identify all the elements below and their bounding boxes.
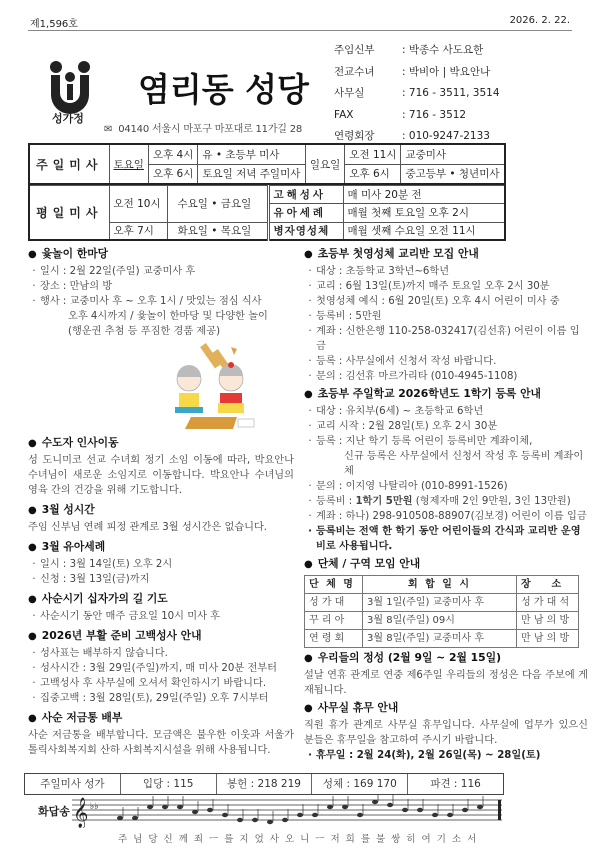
- mass-days: 수요일 • 금요일: [167, 186, 268, 223]
- mass-schedule: [28, 143, 506, 241]
- list-item: · 문의 : 이지영 나탈리아 (010-8991-1526): [304, 479, 588, 494]
- note: [432, 813, 438, 817]
- hymn-label: 주일미사 성가: [25, 774, 121, 794]
- section-text: 직원 휴가 관계로 사무실 휴무입니다. 사무실에 업무가 있으신 분들은 휴무일을 참고하여 주시기 바랍니다.: [304, 720, 588, 746]
- info-value: 010-9247-2133: [408, 130, 490, 143]
- note: [117, 816, 123, 820]
- table-row: [305, 594, 579, 612]
- list-item: · 등록 : 사무실에서 신청서 작성 바랍니다.: [304, 354, 588, 369]
- info-value: 박종수 사도요한: [408, 44, 484, 56]
- sacrament-time: 매월 첫째 토요일 오후 2시: [343, 204, 505, 222]
- key-signature-flats-icon: ♭♭: [90, 802, 99, 812]
- envelope-icon: ✉: [104, 124, 113, 135]
- nun-section: [28, 435, 294, 498]
- list-item: · 등록 : 지난 학기 등록 어린이 등록비만 계좌이체,: [304, 434, 588, 449]
- info-key: 전교수녀: [334, 65, 375, 78]
- cell: 꾸 리 아: [305, 612, 363, 630]
- section-title: ● 사무실 휴무 안내: [304, 700, 588, 716]
- note: [192, 810, 198, 814]
- sacrament-label: 고해성사: [268, 186, 343, 204]
- fee-detail: (형제자매 2인 9만원, 3인 13만원): [412, 496, 571, 507]
- mass-desc: 교중미사: [401, 144, 505, 164]
- address: [104, 120, 302, 135]
- note: [222, 813, 228, 817]
- col-header: 회 합 일 시: [363, 576, 517, 594]
- section-title: ● 3월 유아세례: [28, 539, 294, 555]
- note: [282, 818, 288, 822]
- note: [297, 813, 303, 817]
- responsorial-psalm-label: 화답송: [38, 805, 70, 818]
- note: [357, 813, 363, 817]
- list-continuation: 오후 4시까지 / 윷놀이 한마당 및 다양한 놀이: [68, 311, 268, 322]
- info-value: 박비아 | 박요안나: [408, 65, 491, 78]
- note: [477, 805, 483, 809]
- issue-number: 제1,596호: [30, 19, 78, 30]
- list-item: · 등록비 : 5만원: [304, 309, 588, 324]
- note: [252, 818, 258, 822]
- group-meeting-table: [304, 575, 579, 648]
- mass-time: 오후 6시: [345, 164, 401, 184]
- list-item: · 성사표는 배부하지 않습니다.: [28, 646, 294, 661]
- mass-time: 오전 11시: [345, 144, 401, 164]
- table-row: [305, 612, 579, 630]
- cell: 성 가 대: [305, 594, 363, 612]
- hymn-numbers-bar: [24, 773, 504, 795]
- list-item: · 대상 : 유치부(6세) ~ 초등학교 6학년: [304, 404, 588, 419]
- section-text: 주임 신부님 연례 피정 관계로 3월 성시간은 없습니다.: [28, 522, 268, 533]
- mass-time: 오후 6시: [148, 164, 197, 184]
- first-communion-section: [304, 246, 588, 384]
- cell: 성 가 대 석: [517, 594, 579, 612]
- table-row: [305, 630, 579, 648]
- issue-date: 2026. 2. 22.: [509, 15, 570, 26]
- list-item: · 장소 : 만남의 방: [28, 279, 294, 294]
- cell: 만 남 의 방: [517, 612, 579, 630]
- offering-section: [304, 650, 588, 698]
- groups-section: [304, 556, 588, 648]
- section-text: 성 도니미코 선교 수녀회 정기 소임 이동에 따라, 박요안나 수녀님이 새로운 소임지로 이동합니다. 박요안나 수녀님의 영육 간의 건강을 위해 기도합니다.: [28, 455, 294, 496]
- note: [147, 805, 153, 809]
- sacrament-label: 병자영성체: [268, 222, 343, 240]
- note: [132, 816, 138, 820]
- office-closed-section: [304, 700, 588, 763]
- saturday-label: 토요일: [109, 144, 148, 184]
- note: [447, 813, 453, 817]
- section-title: ● 2026년 부활 준비 고백성사 안내: [28, 628, 294, 644]
- mass-desc: 중고등부 • 청년미사: [401, 164, 505, 184]
- sacrament-time: 매 미사 20분 전: [343, 186, 505, 204]
- info-key: 사무실: [334, 87, 365, 100]
- note: [342, 805, 348, 809]
- table-header: [305, 576, 579, 594]
- treble-clef-icon: 𝄞: [73, 798, 89, 828]
- list-item: · 일시 : 3월 14일(토) 오후 2시: [28, 557, 294, 572]
- logo-text: 성가정: [52, 112, 84, 125]
- list-item: · 교리 : 6월 13일(토)까지 매주 토요일 오후 2시 30분: [304, 279, 588, 294]
- list-item: · 집중고백 : 3월 28일(토), 29일(주일) 오후 7시부터: [28, 691, 294, 706]
- note: [207, 808, 213, 812]
- mass-time: 오후 4시: [148, 144, 197, 164]
- note: [387, 803, 393, 807]
- note: [267, 820, 273, 824]
- closed-dates: · 휴무일 : 2월 24(화), 2월 26일(목) ~ 28일(토): [304, 748, 588, 763]
- note: [402, 808, 408, 812]
- section-title: ● 우리들의 정성 (2월 9일 ~ 2월 15일): [304, 650, 588, 666]
- list-continuation: (행운권 추첨 등 푸짐한 경품 제공): [68, 326, 221, 337]
- section-title: ● 수도자 인사이동: [28, 435, 294, 451]
- music-staff: [72, 794, 504, 828]
- list-item: · 문의 : 김선휴 마르가리타 (010-4945-1108): [304, 369, 588, 384]
- info-key: FAX: [334, 108, 354, 121]
- list-item: [304, 494, 588, 509]
- sunday-mass-table: [28, 143, 506, 185]
- list-continuation: 신규 등록은 사무실에서 신청서 작성 후 등록비 계좌이체: [344, 451, 584, 477]
- col-header: 단 체 명: [305, 576, 363, 594]
- hymn-recessional: 파견 : 116: [430, 778, 481, 790]
- list-item: · 계좌 : 하나) 298-910508-88907(김보경) 어린이 이름 입금: [304, 509, 588, 524]
- hymn-entrance: 입당 : 115: [121, 774, 217, 794]
- lent-bank-section: [28, 710, 294, 758]
- list-item: · 대상 : 초등학교 3학년~6학년: [304, 264, 588, 279]
- psalm-lyrics: 주님당신께죄ㅡ를지었사오니ㅡ저희를불쌍히여기소서: [118, 834, 483, 845]
- address-text: 04140 서울시 마포구 마포대로 11가길 28: [118, 124, 303, 135]
- fee-note: · 등록비는 전액 한 학기 동안 어린이들의 간식과 교리반 운영비로 사용됩니다.: [304, 524, 588, 554]
- info-value: 716 - 3512: [408, 108, 467, 121]
- fee-amount: 1학기 5만원: [355, 496, 413, 507]
- mass-time: 오후 7시: [109, 222, 167, 240]
- fee-label: 등록비 :: [316, 496, 356, 507]
- note: [162, 805, 168, 809]
- list-item: · 첫영성체 예식 : 6월 20일(토) 오후 4시 어린이 미사 중: [304, 294, 588, 309]
- yut-game-illustration: [163, 343, 255, 429]
- right-column: [304, 246, 588, 765]
- sacrament-label: 유아세례: [268, 204, 343, 222]
- cross-section: [28, 591, 294, 624]
- cell: 3월 8일(주일) 09시: [363, 612, 517, 630]
- note: [312, 813, 318, 817]
- info-row: 주임신부 : 박종수 사도요한: [334, 40, 500, 62]
- mass-time: 오전 10시: [109, 186, 167, 223]
- note: [372, 800, 378, 804]
- section-title: ● 단체 / 구역 모임 안내: [304, 556, 588, 572]
- weekday-mass-label: 평일미사: [29, 186, 109, 241]
- yut-section: [28, 246, 294, 339]
- list-item: · 고백성사 후 사무실에 오셔서 확인하시기 바랍니다.: [28, 676, 294, 691]
- mass-days: 화요일 • 목요일: [167, 222, 268, 240]
- header-rule: [28, 30, 572, 31]
- list-item: · 행사 : 교중미사 후 ~ 오후 1시 / 맛있는 점심 식사: [28, 294, 294, 309]
- note: [327, 805, 333, 809]
- confession-section: [28, 628, 294, 706]
- section-text: 사순 저금통을 배부합니다. 모금액은 불우한 이웃과 서울가톨릭사회복지회 산하 사회복지시설을 위해 사용됩니다.: [28, 730, 294, 756]
- section-title: ● 사순 저금통 배부: [28, 710, 294, 726]
- list-item: · 교리 시작 : 2월 28일(토) 오후 2시 30분: [304, 419, 588, 434]
- section-title: ● 초등부 주일학교 2026학년도 1학기 등록 안내: [304, 386, 588, 402]
- mass-desc: 유 • 초등부 미사: [198, 144, 306, 164]
- hymn-offertory: 봉헌 : 218 219: [217, 774, 313, 794]
- info-row: 전교수녀 : 박비아 | 박요안나: [334, 62, 500, 84]
- cell: 만 남 의 방: [517, 630, 579, 648]
- cell: 연 령 회: [305, 630, 363, 648]
- sunday-label: 일요일: [305, 144, 344, 184]
- weekday-mass-table: [28, 185, 506, 241]
- section-text: 설날 연휴 관계로 연중 제6주일 우리들의 정성은 다음 주보에 게재됩니다.: [304, 670, 588, 696]
- info-key: 연령회장: [334, 130, 375, 143]
- holy-hour-section: [28, 502, 294, 535]
- list-item: · 계좌 : 신한은행 110-258-032417(김선휴) 어린이 이름 입금: [304, 324, 588, 354]
- info-key: 주임신부: [334, 44, 375, 56]
- list-item: · 일시 : 2월 22일(주일) 교중미사 후: [28, 264, 294, 279]
- baptism-section: [28, 539, 294, 587]
- cell: 3월 8일(주일) 교중미사 후: [363, 630, 517, 648]
- note: [417, 808, 423, 812]
- note: [237, 818, 243, 822]
- mass-desc: 토요일 저녁 주일미사: [198, 164, 306, 184]
- hymn-communion: 성체 : 169 170: [312, 774, 408, 794]
- sacrament-time: 매월 셋째 수요일 오전 11시: [343, 222, 505, 240]
- contact-info: [334, 40, 500, 148]
- note: [462, 808, 468, 812]
- cell: 3월 1일(주일) 교중미사 후: [363, 594, 517, 612]
- illustration-wrap: [163, 343, 255, 429]
- section-title: ● 사순시기 십자가의 길 기도: [28, 591, 294, 607]
- list-item: · 신청 : 3월 13일(금)까지: [28, 572, 294, 587]
- note: [177, 805, 183, 809]
- section-title: ● 초등부 첫영성체 교리반 모집 안내: [304, 246, 588, 262]
- parish-title: 염리동 성당: [138, 70, 309, 109]
- info-row: 연령회장 : 010-9247-2133: [334, 126, 500, 148]
- section-title: ● 3월 성시간: [28, 502, 294, 518]
- sunday-mass-label: 주일미사: [29, 144, 109, 184]
- col-header: 장 소: [517, 576, 579, 594]
- info-row: 사무실 : 716 - 3511, 3514: [334, 83, 500, 105]
- list-item: · 성사시간 : 3월 29일(주일)까지, 매 미사 20분 전부터: [28, 661, 294, 676]
- info-value: 716 - 3511, 3514: [408, 87, 500, 100]
- info-row: FAX : 716 - 3512: [334, 105, 500, 127]
- section-title: ● 윷놀이 한마당: [28, 246, 294, 262]
- list-item: · 사순시기 동안 매주 금요일 10시 미사 후: [28, 609, 294, 624]
- sunday-school-section: [304, 386, 588, 554]
- left-column: [28, 246, 294, 762]
